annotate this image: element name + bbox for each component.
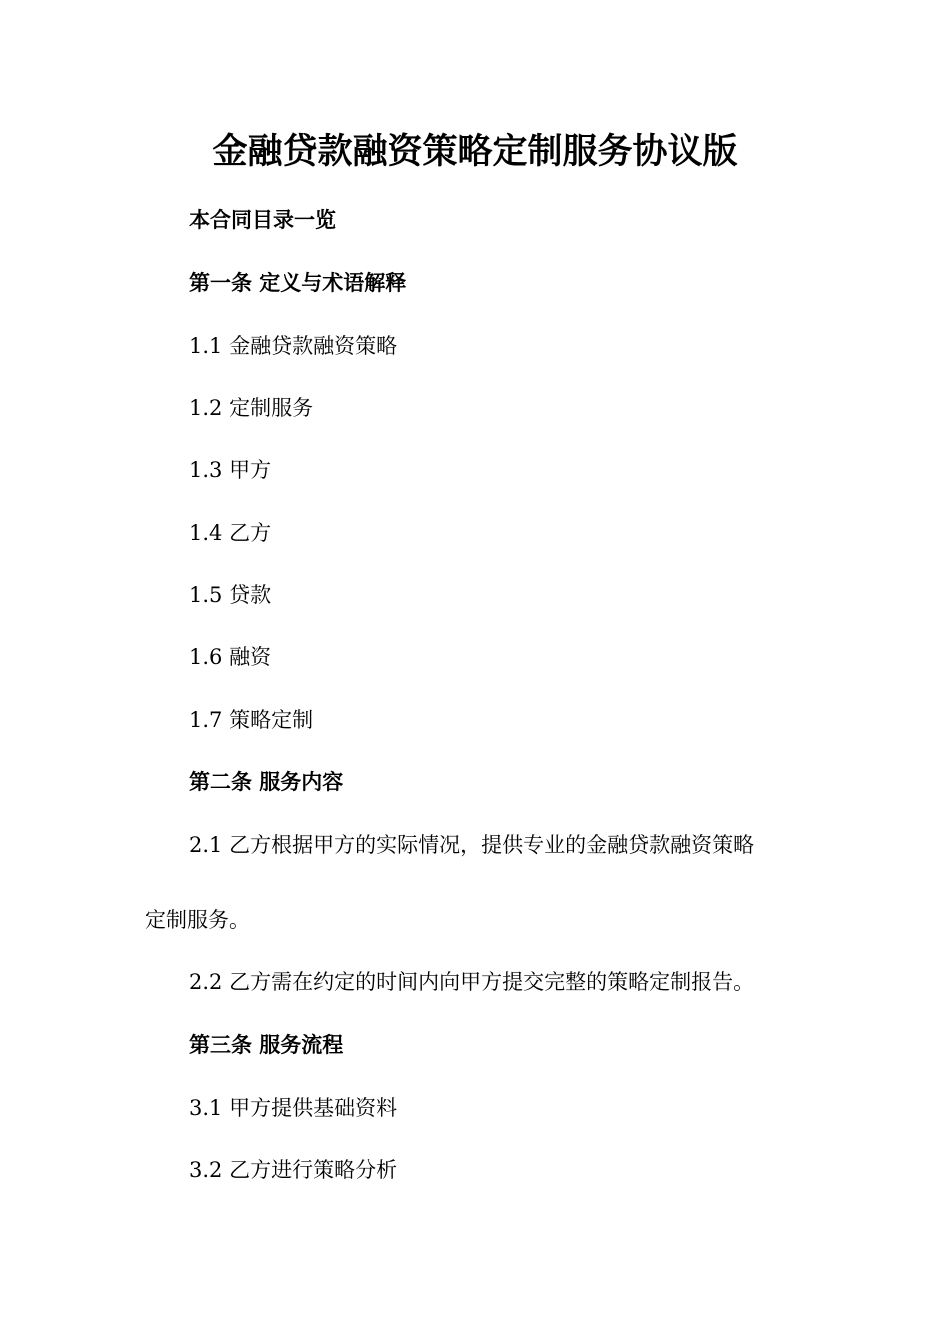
article2-item-1-line2: 定制服务。	[145, 908, 250, 932]
article1-item-2: 1.2 定制服务	[189, 396, 314, 420]
article3-heading: 第三条 服务流程	[189, 1032, 344, 1057]
article3-item-1: 3.1 甲方提供基础资料	[189, 1096, 398, 1120]
article2-item-1-line1: 2.1 乙方根据甲方的实际情况，提供专业的金融贷款融资策略	[189, 833, 755, 857]
article3-item-2: 3.2 乙方进行策略分析	[189, 1158, 398, 1182]
article1-item-3: 1.3 甲方	[189, 458, 272, 482]
toc-heading: 本合同目录一览	[189, 207, 336, 232]
article1-item-7: 1.7 策略定制	[189, 708, 314, 732]
article2-item-2: 2.2 乙方需在约定的时间内向甲方提交完整的策略定制报告。	[189, 970, 755, 994]
article1-item-5: 1.5 贷款	[189, 583, 272, 607]
article1-heading: 第一条 定义与术语解释	[189, 270, 407, 295]
article1-item-6: 1.6 融资	[189, 645, 272, 669]
document-title: 金融贷款融资策略定制服务协议版	[212, 131, 738, 172]
article1-item-4: 1.4 乙方	[189, 521, 272, 545]
article1-item-1: 1.1 金融贷款融资策略	[189, 334, 398, 358]
article2-heading: 第二条 服务内容	[189, 769, 344, 794]
